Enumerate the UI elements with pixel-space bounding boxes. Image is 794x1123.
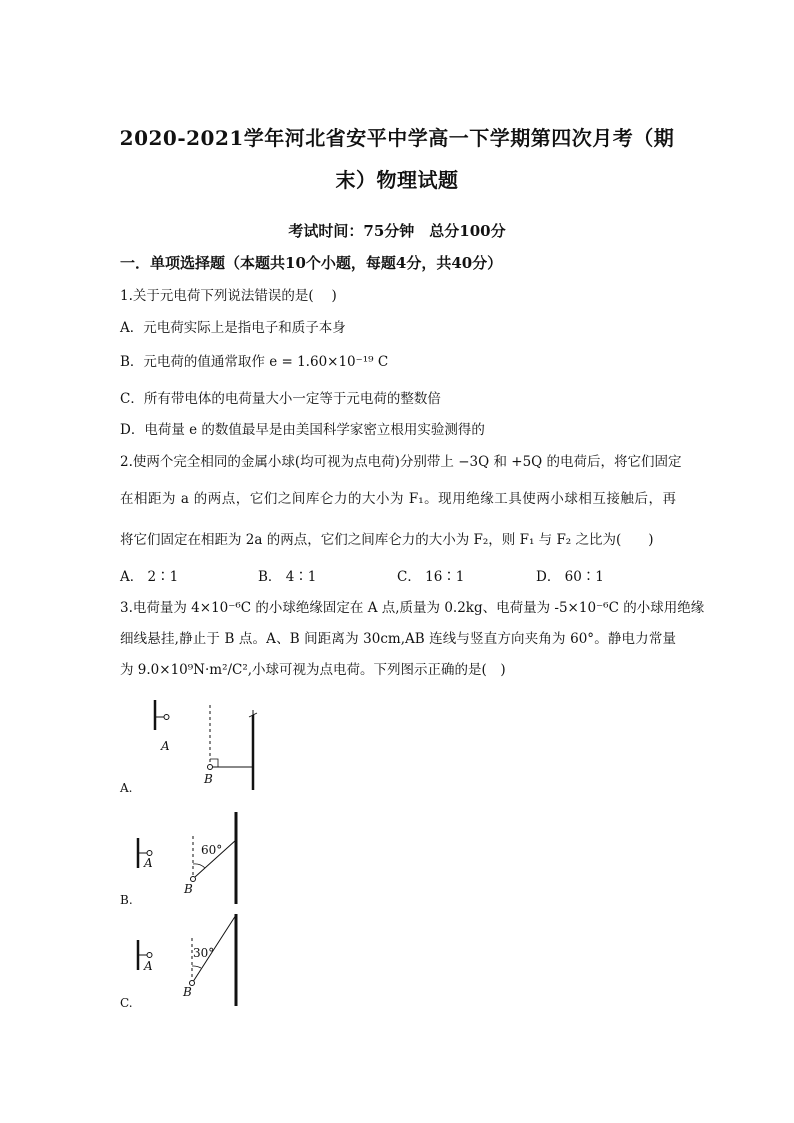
figure-b [120, 808, 280, 908]
figure-c-label-b: B [183, 985, 192, 999]
q2-line3: 将它们固定在相距为 2a 的两点，它们之间库仑力的大小为 F₂，则 F₁ 与 F₂ 之比为( ) [120, 532, 654, 548]
exam-info: 考试时间：75分钟 总分100分 [288, 222, 506, 240]
exam-title-line2: 末）物理试题 [335, 168, 459, 192]
figure-a-diagram [120, 695, 280, 795]
exam-title-line1: 2020-2021学年河北省安平中学高一下学期第四次月考（期 [119, 126, 675, 150]
figure-a-label-a: A [161, 739, 170, 753]
q2-line2: 在相距为 a 的两点，它们之间库仑力的大小为 F₁。现用绝缘工具使两小球相互接触后，再 [120, 491, 676, 507]
q3-line3: 为 9.0×10⁹N·m²/C²,小球可视为点电荷。下列图示正确的是( ) [120, 662, 506, 678]
q1-option-a: A．元电荷实际上是指电子和质子本身 [120, 320, 346, 336]
q2-option-c: C． 16∶1 [397, 569, 465, 585]
q2-option-a: A． 2∶1 [120, 569, 179, 585]
figure-b-label-a: A [144, 856, 153, 870]
q3-line1: 3.电荷量为 4×10⁻⁶C 的小球绝缘固定在 A 点,质量为 0.2kg、电荷量为 -5×10⁻⁶C 的小球用绝缘 [120, 600, 705, 616]
q1-option-d: D．电荷量 e 的数值最早是由美国科学家密立根用实验测得的 [120, 422, 485, 438]
figure-b-option-label: B. [120, 893, 133, 907]
figure-c [120, 910, 280, 1010]
figure-b-label-b: B [184, 882, 193, 896]
figure-b-angle-label: 60° [201, 843, 223, 857]
figure-c-option-label: C. [120, 996, 133, 1010]
section-title: 一．单项选择题（本题共10个小题，每题4分，共40分） [120, 254, 503, 272]
figure-c-label-a: A [144, 959, 153, 973]
q3-line2: 细线悬挂,静止于 B 点。A、B 间距离为 30cm,AB 连线与竖直方向夹角为 60°。静电力常量 [120, 631, 676, 647]
figure-a [120, 695, 280, 795]
q2-option-d: D． 60∶1 [536, 569, 604, 585]
figure-a-label-b: B [204, 772, 213, 786]
q2-line1: 2.使两个完全相同的金属小球(均可视为点电荷)分别带上 −3Q 和 +5Q 的电荷后，将它们固定 [120, 454, 682, 470]
q1-option-b: B．元电荷的值通常取作 e = 1.60×10⁻¹⁹ C [120, 354, 389, 370]
q2-option-b: B． 4∶1 [258, 569, 317, 585]
figure-a-option-label: A. [120, 781, 133, 795]
figure-c-angle-label: 30° [193, 946, 215, 960]
q1-option-c: C．所有带电体的电荷量大小一定等于元电荷的整数倍 [120, 391, 441, 407]
q1-stem: 1.关于元电荷下列说法错误的是( ) [120, 288, 337, 304]
